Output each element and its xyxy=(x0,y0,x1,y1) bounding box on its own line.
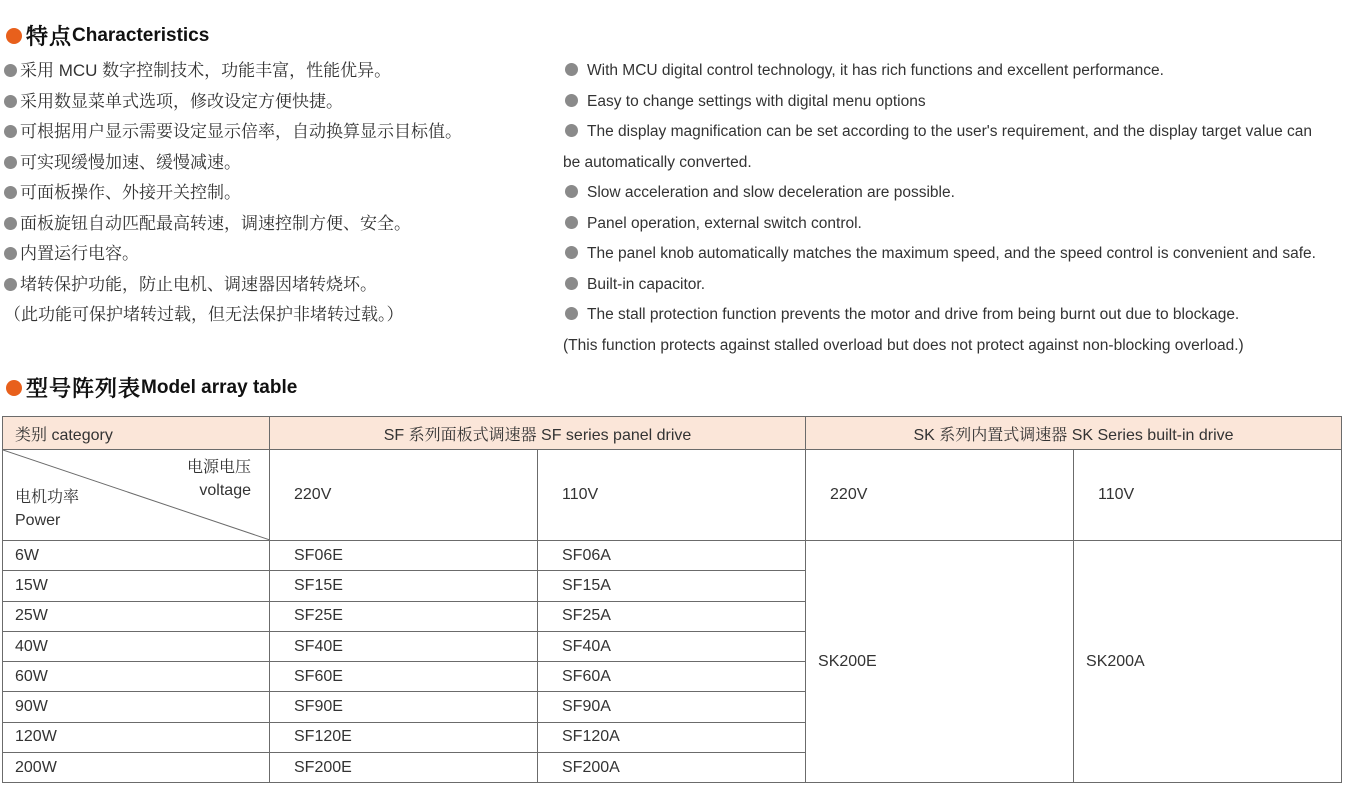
sf-220-model: SF60E xyxy=(270,662,538,692)
list-note: (This function protects against stalled overload but does not protect against non-blocking overload.) xyxy=(563,336,1244,354)
power-cell: 90W xyxy=(3,692,270,722)
model-array-table xyxy=(2,416,1342,783)
model-table-title-en: Model array table xyxy=(141,376,298,398)
voltage-label: 电源电压 voltage xyxy=(186,459,251,499)
list-item: Slow acceleration and slow deceleration are possible. xyxy=(563,180,1345,211)
list-item: 内置运行电容。 xyxy=(4,241,554,272)
gray-bullet-icon xyxy=(4,217,17,230)
sf-220-model: SF90E xyxy=(270,692,538,722)
voltage-sk-220: 220V xyxy=(806,450,1074,541)
list-item: The display magnification can be set according to the user's requirement, and the display target value can xyxy=(563,119,1345,150)
sf-110-model: SF120A xyxy=(538,722,806,752)
gray-bullet-icon xyxy=(565,277,578,290)
orange-bullet-icon xyxy=(6,28,22,44)
gray-bullet-icon xyxy=(4,125,17,138)
sf-220-model: SF120E xyxy=(270,722,538,752)
table-row xyxy=(3,541,1342,571)
power-cell: 120W xyxy=(3,722,270,752)
voltage-sf-110: 110V xyxy=(538,450,806,541)
list-item: 可根据用户显示需要设定显示倍率，自动换算显示目标值。 xyxy=(4,119,554,150)
list-item: Panel operation, external switch control. xyxy=(563,211,1345,242)
sf-220-model: SF200E xyxy=(270,753,538,783)
power-cell: 60W xyxy=(3,662,270,692)
power-cell: 40W xyxy=(3,631,270,661)
gray-bullet-icon xyxy=(4,95,17,108)
list-item: 可面板操作、外接开关控制。 xyxy=(4,180,554,211)
list-note: （此功能可保护堵转过载，但无法保护非堵转过载。） xyxy=(4,305,404,324)
voltage-sk-110: 110V xyxy=(1074,450,1342,541)
power-cell: 25W xyxy=(3,601,270,631)
model-table-title-zh: 型号阵列表 xyxy=(26,376,142,401)
power-cell: 6W xyxy=(3,541,270,571)
gray-bullet-icon xyxy=(4,278,17,291)
list-item: 堵转保护功能，防止电机、调速器因堵转烧坏。 xyxy=(4,272,554,303)
characteristics-title-zh: 特点 xyxy=(26,24,73,49)
model-table-heading xyxy=(6,372,297,403)
gray-bullet-icon xyxy=(565,185,578,198)
list-item: The stall protection function prevents the motor and drive from being burnt out due to blockage. xyxy=(563,302,1345,333)
list-item: 采用 MCU 数字控制技术，功能丰富，性能优异。 xyxy=(4,58,554,89)
voltage-row xyxy=(3,450,1342,541)
characteristics-zh-list xyxy=(4,58,554,333)
list-item: Easy to change settings with digital menu options xyxy=(563,89,1345,120)
characteristics-title-en: Characteristics xyxy=(72,24,210,46)
sf-series-header: SF 系列面板式调速器 SF series panel drive xyxy=(270,417,806,450)
gray-bullet-icon xyxy=(4,156,17,169)
characteristics-en-list xyxy=(563,58,1345,363)
list-item: Built-in capacitor. xyxy=(563,272,1345,303)
gray-bullet-icon xyxy=(4,64,17,77)
list-item: 采用数显菜单式选项，修改设定方便快捷。 xyxy=(4,89,554,120)
list-item: With MCU digital control technology, it has rich functions and excellent performance. xyxy=(563,58,1345,89)
power-cell: 15W xyxy=(3,571,270,601)
sk-220-model: SK200E xyxy=(806,541,1074,783)
voltage-sf-220: 220V xyxy=(270,450,538,541)
sf-110-model: SF90A xyxy=(538,692,806,722)
sk-series-header: SK 系列内置式调速器 SK Series built-in drive xyxy=(806,417,1342,450)
sf-110-model: SF06A xyxy=(538,541,806,571)
gray-bullet-icon xyxy=(565,63,578,76)
sf-110-model: SF25A xyxy=(538,601,806,631)
diagonal-header-cell xyxy=(3,450,270,541)
characteristics-heading xyxy=(6,20,209,51)
category-label: 类别 category xyxy=(3,417,270,450)
power-label: 电机功率 Power xyxy=(15,489,80,529)
gray-bullet-icon xyxy=(565,216,578,229)
gray-bullet-icon xyxy=(565,124,578,137)
category-row xyxy=(3,417,1342,450)
sf-110-model: SF40A xyxy=(538,631,806,661)
sf-110-model: SF15A xyxy=(538,571,806,601)
sf-220-model: SF40E xyxy=(270,631,538,661)
gray-bullet-icon xyxy=(4,186,17,199)
gray-bullet-icon xyxy=(565,94,578,107)
list-item-continuation: be automatically converted. xyxy=(563,153,752,171)
sf-220-model: SF15E xyxy=(270,571,538,601)
gray-bullet-icon xyxy=(565,246,578,259)
orange-bullet-icon xyxy=(6,380,22,396)
gray-bullet-icon xyxy=(565,307,578,320)
sf-220-model: SF06E xyxy=(270,541,538,571)
sf-220-model: SF25E xyxy=(270,601,538,631)
list-item: 面板旋钮自动匹配最高转速，调速控制方便、安全。 xyxy=(4,211,554,242)
list-item: 可实现缓慢加速、缓慢减速。 xyxy=(4,150,554,181)
sk-110-model: SK200A xyxy=(1074,541,1342,783)
gray-bullet-icon xyxy=(4,247,17,260)
list-item: The panel knob automatically matches the maximum speed, and the speed control is convenient and safe. xyxy=(563,241,1345,272)
power-cell: 200W xyxy=(3,753,270,783)
sf-110-model: SF200A xyxy=(538,753,806,783)
sf-110-model: SF60A xyxy=(538,662,806,692)
